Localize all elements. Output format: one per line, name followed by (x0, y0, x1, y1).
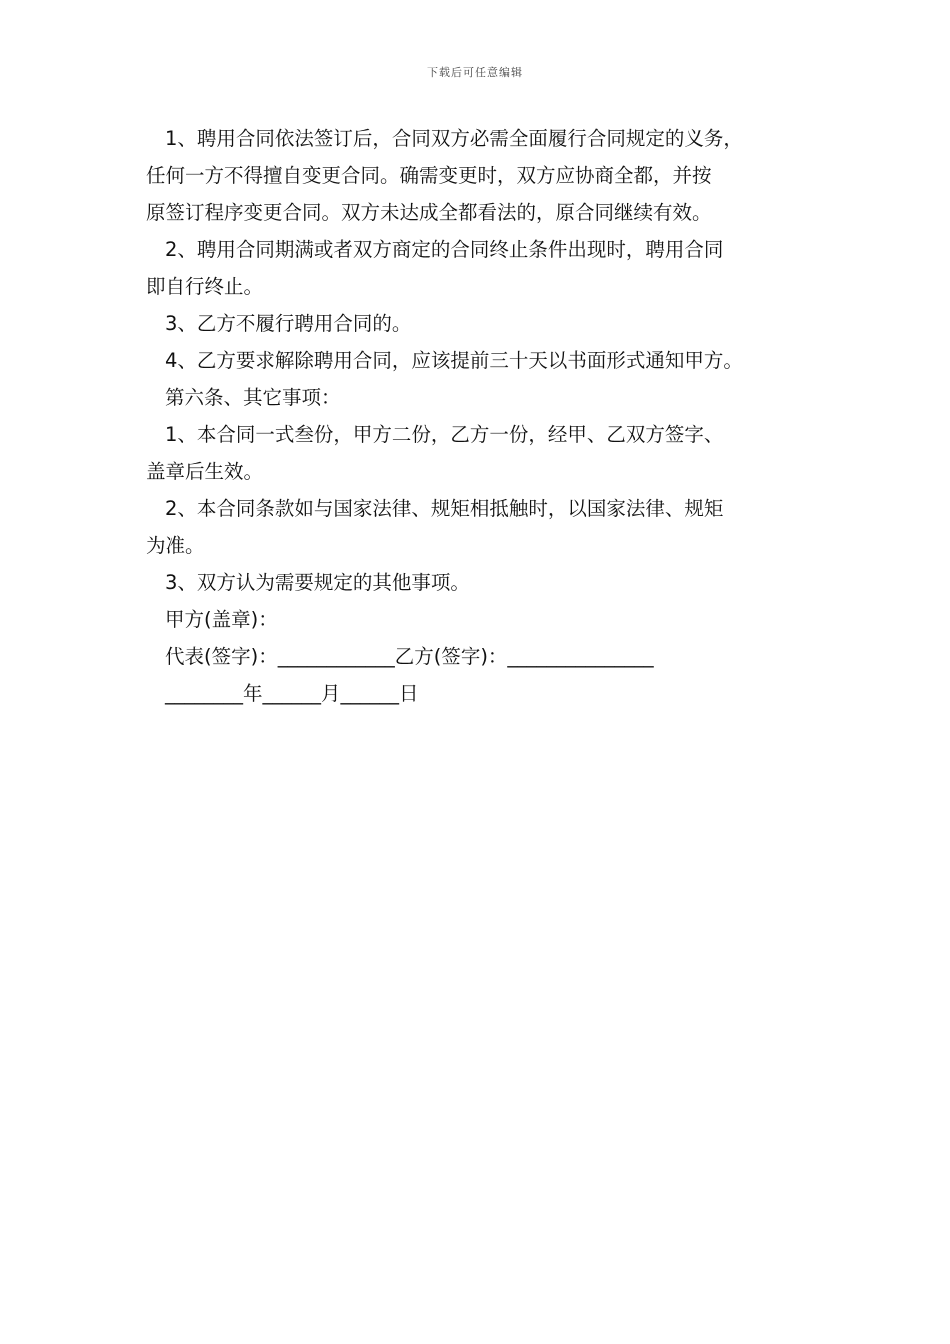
text-line: 4、乙方要求解除聘用合同，应该提前三十天以书面形式通知甲方。 (165, 349, 743, 372)
section-heading: 第六条、其它事项： (165, 386, 341, 409)
text-line: 即自行终止。 (146, 275, 264, 298)
text-line: 为准。 (146, 534, 205, 557)
signature-line: 代表(签字)：____________乙方(签字)：_______________ (165, 645, 654, 668)
text-line: 任何一方不得擅自变更合同。确需变更时，双方应协商全都，并按 (146, 164, 712, 187)
text-line: 盖章后生效。 (146, 460, 264, 483)
text-line: 2、聘用合同期满或者双方商定的合同终止条件出现时，聘用合同 (165, 238, 724, 261)
party-a-seal-line: 甲方(盖章)： (165, 608, 278, 631)
text-line: 1、本合同一式叁份，甲方二份，乙方一份，经甲、乙双方签字、 (165, 423, 724, 446)
text-line: 原签订程序变更合同。双方未达成全都看法的，原合同继续有效。 (146, 201, 712, 224)
date-line: ________年______月______日 (165, 682, 419, 705)
text-line: 3、双方认为需要规定的其他事项。 (165, 571, 470, 594)
text-line: 1、聘用合同依法签订后，合同双方必需全面履行合同规定的义务， (165, 127, 743, 150)
text-line: 3、乙方不履行聘用合同的。 (165, 312, 412, 335)
contract-body (146, 120, 818, 712)
page-header: 下载后可任意编辑 (427, 66, 523, 79)
text-line: 2、本合同条款如与国家法律、规矩相抵触时，以国家法律、规矩 (165, 497, 724, 520)
